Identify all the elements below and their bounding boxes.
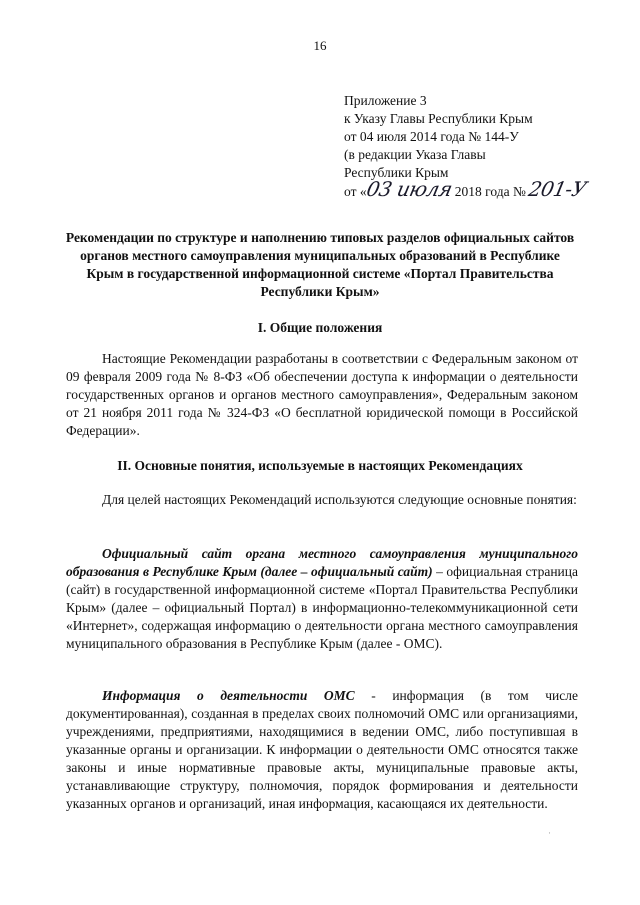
handwritten-date: 03 июля — [364, 177, 454, 201]
definition-oms-info — [66, 687, 578, 813]
appendix-edition: (в редакции Указа Главы — [344, 147, 486, 162]
definition-official-site-term: Официальный сайт органа местного самоуправления муниципального образования в Республике Крым (далее – официальный сайт) — [66, 546, 578, 579]
appendix-title: Приложение 3 — [344, 93, 427, 108]
definition-oms-info-text: - информация (в том числе документированная), созданная в пределах своих полномочий ОМС или организациями, учреждениями, предприятиями, находящимися в ведении ОМС, либо поступившая в указанные органы и организации. К информации о деятельности ОМС относятся также законы и иные нормативные правовые акты, муниципальные правовые акты, устанавливающие структуру, полномочия, порядок формирования и деятельности указанных органов и организаций, иная информация, касающаяся их деятельности. — [66, 688, 579, 811]
section-1-heading: I. Общие положения — [257, 320, 383, 335]
definition-official-site-text: – официальная страница (сайт) в государственной информационной системе «Портал Правительства Республики Крым» (далее – официальный Портал) в информационно-телекоммуникационной сети «Интернет», содержащая информацию о деятельности органа местного самоуправления муниципального образования в Республике Крым (далее - ОМС). — [66, 564, 578, 651]
date-middle: 2018 года № — [451, 184, 530, 199]
appendix-decree: к Указу Главы Республики Крым — [344, 111, 533, 126]
handwritten-number: 201-У — [526, 177, 589, 201]
section-1-paragraph: Настоящие Рекомендации разработаны в соответствии с Федеральным законом от 09 февраля 2009 года № 8-ФЗ «Об обеспечении доступа к информации о деятельности государственных органов и органов местного самоуправления», Федеральным законом от 21 ноября 2011 года № 324-ФЗ «О бесплатной юридической помощи в Российской Федерации». — [66, 351, 578, 438]
section-2-intro: Для целей настоящих Рекомендаций используются следующие основные понятия: — [102, 492, 577, 507]
appendix-edition-date — [344, 177, 634, 201]
definition-oms-info-term: Информация о деятельности ОМС — [102, 688, 355, 703]
appendix-block — [344, 92, 634, 201]
page-number: 16 — [313, 38, 327, 53]
appendix-decree-date: от 04 июля 2014 года № 144-У — [344, 129, 519, 144]
appendix-edition-issuer: Республики Крым — [344, 165, 449, 180]
date-prefix: от « — [344, 184, 367, 199]
document-title: Рекомендации по структуре и наполнению типовых разделов официальных сайтов органов местного самоуправления муниципальных образований в Республике Крым в государственной информационной системе «Портал Правительства Республики Крым» — [65, 230, 575, 299]
scan-speck: · — [548, 828, 551, 838]
definition-official-site — [66, 545, 578, 653]
section-2-heading: II. Основные понятия, используемые в настоящих Рекомендациях — [117, 458, 523, 473]
